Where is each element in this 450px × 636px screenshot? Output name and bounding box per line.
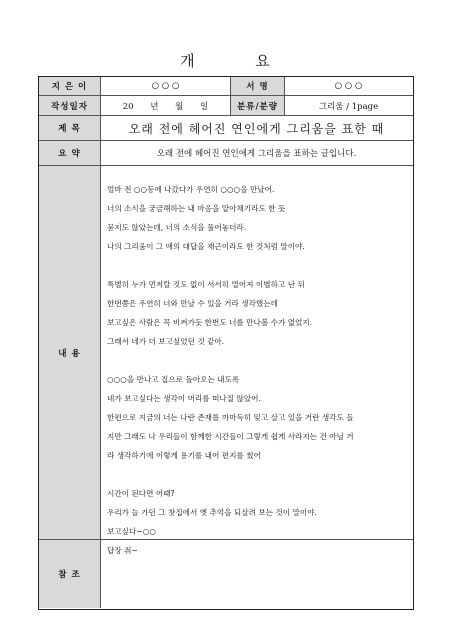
content-line: 그래서 네가 더 보고싶었던 것 같아. <box>107 337 225 346</box>
content-line: 우리가 늘 가던 그 찻집에서 옛 추억을 되살려 보는 것이 말이야. <box>107 508 317 517</box>
summary-form <box>38 76 414 610</box>
content-body <box>103 166 403 555</box>
category-label: 분류/분량 <box>231 96 285 115</box>
summary-row <box>39 141 413 166</box>
content-paragraph <box>107 370 399 465</box>
subject-value: 오래 전에 헤어진 연인에게 그리움을 표한 때 <box>128 121 385 136</box>
category-value: 그리움 / 1page <box>318 101 379 112</box>
content-line: 라 생각하기에 이렇게 용기를 내어 편지를 썼어 <box>107 451 261 460</box>
author-label: 지 은 이 <box>39 77 101 95</box>
subject-label: 제 목 <box>39 116 101 140</box>
page-title: 개 요 <box>180 52 298 70</box>
content-line: ○○○을 만나고 집으로 돌아오는 내도록 <box>107 375 240 384</box>
date-label: 작성일자 <box>39 96 101 115</box>
content-line: 나의 그리움이 그 애의 대답을 재근이라도 한 것처럼 말이야. <box>107 242 305 251</box>
signature-label: 서 명 <box>231 77 285 95</box>
date-value: 20 년 월 일 <box>101 96 231 115</box>
content-paragraph <box>107 275 399 351</box>
content-row <box>39 166 413 555</box>
content-label: 내 용 <box>39 166 101 539</box>
content-line: 시간이 된다면 어때? <box>107 489 175 498</box>
date-row <box>39 96 413 116</box>
author-row <box>39 77 413 96</box>
content-line: 보고싶다~○○ <box>107 527 156 536</box>
reference-label: 참 조 <box>39 540 101 608</box>
signature-value: ○ ○ ○ <box>334 81 363 91</box>
content-line: 네가 보고싶다는 생각이 머리를 떠나질 않았어. <box>107 394 261 403</box>
content-line: 너의 소식을 궁금해하는 내 마음을 알아채기라도 한 듯 <box>107 204 286 213</box>
content-paragraph <box>107 180 399 256</box>
content-line: 한편으로 지금의 너는 나란 존재를 까마득히 잊고 살고 있을 거란 생각도 들 <box>107 413 354 422</box>
summary-value: 오래 전에 헤어진 연인에게 그리움을 표하는 글입니다. <box>156 149 357 159</box>
subject-row <box>39 116 413 141</box>
content-line: 지만 그래도 나 우리들이 함께한 시간들이 그렇게 쉽게 사라지는 건 아닐 거 <box>107 432 354 441</box>
reference-row <box>39 540 413 608</box>
summary-label: 요 약 <box>39 141 101 165</box>
author-value: ○ ○ ○ <box>101 77 231 95</box>
content-line: 보고싶은 사람은 꼭 비켜가듯 한번도 너를 만나볼 수가 없었지. <box>107 318 313 327</box>
content-line: 답장 줘~ <box>107 546 138 555</box>
reference-value <box>101 540 412 608</box>
content-line: 한번쯤은 우연히 너와 만날 수 있을 거라 생각했는데 <box>107 299 278 308</box>
content-line: 특별히 누가 먼저랄 것도 없이 서서히 멀어져 이별하고 난 뒤 <box>107 280 305 289</box>
content-line: 얼마 전 ○○동에 나갔다가 우연히 ○○○을 만났어. <box>107 185 275 194</box>
content-line: 묻지도 않았는데, 너의 소식을 풀어놓더라. <box>107 223 247 232</box>
